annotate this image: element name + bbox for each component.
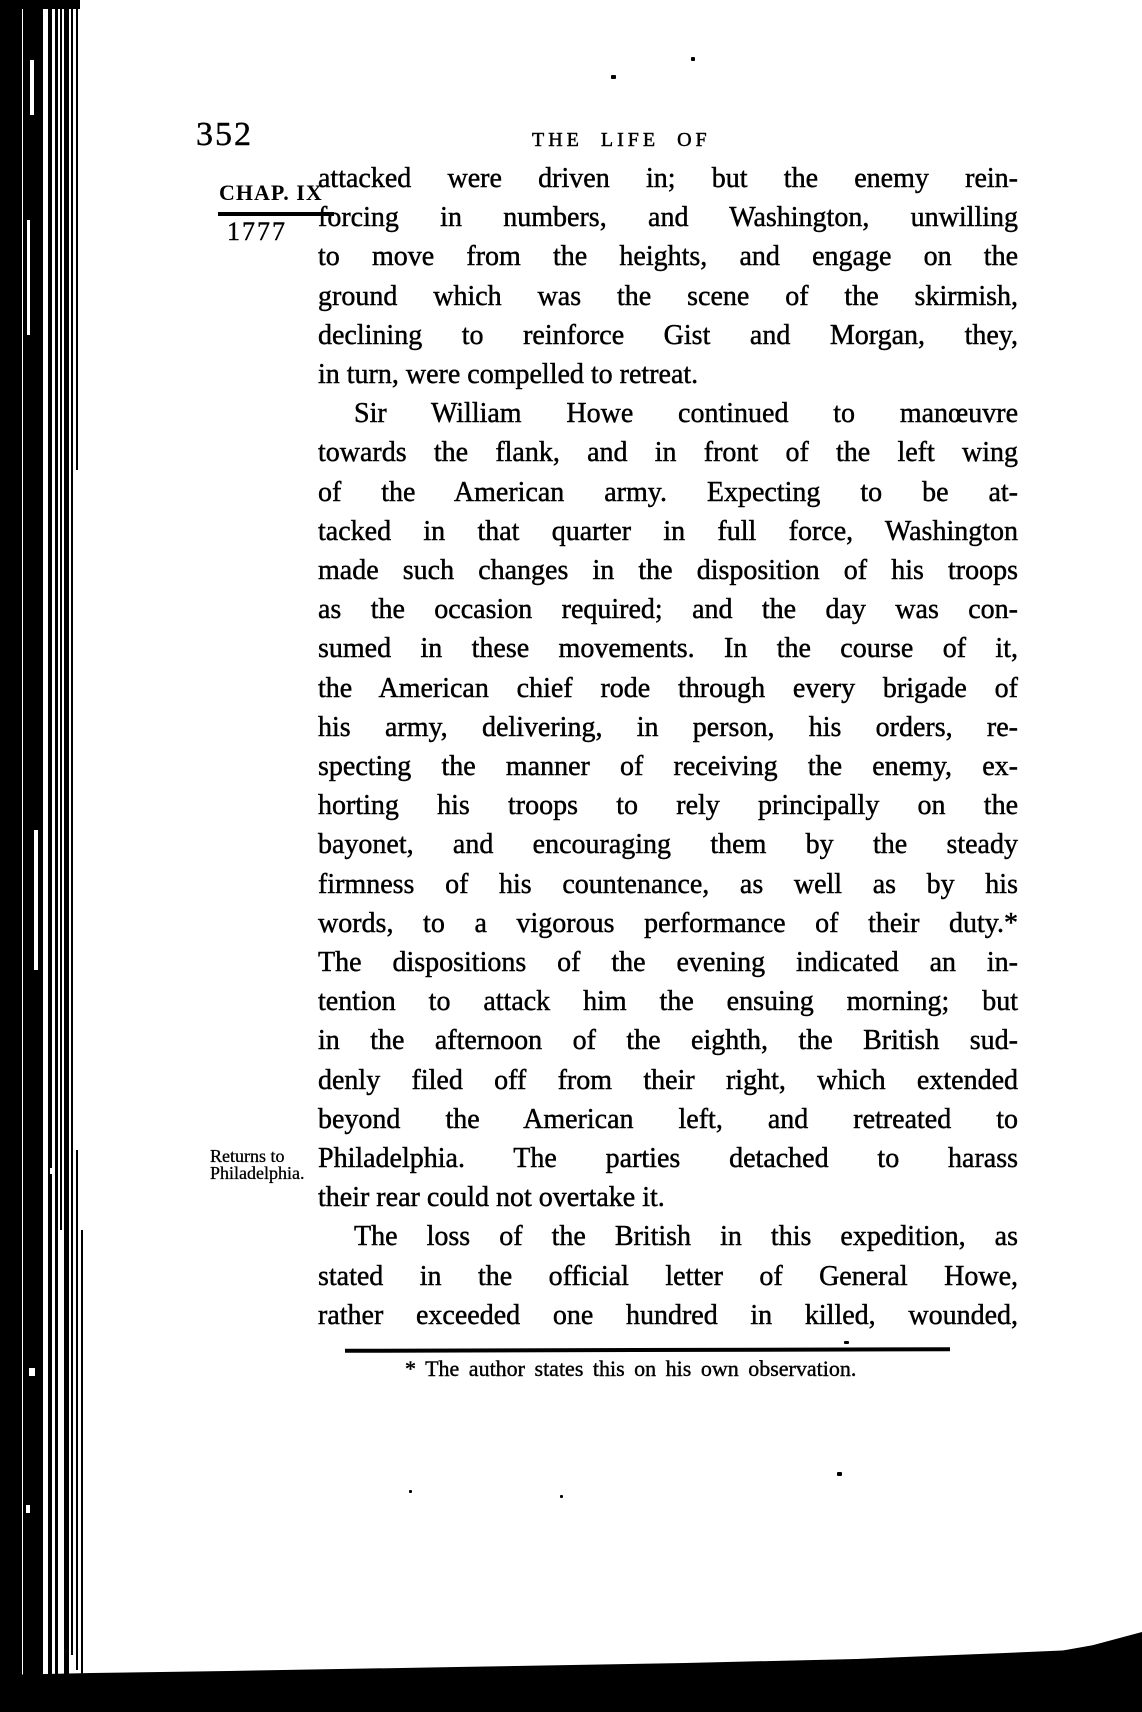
body-line: in turn, were compelled to retreat. (318, 359, 699, 391)
body-line: forcing in numbers, and Washington, unwilling (318, 202, 1018, 234)
body-line: denly filed off from their right, which extended (318, 1064, 1018, 1096)
body-line: the American chief rode through every brigade of (318, 672, 1018, 704)
chapter-margin-note: CHAP. IX (219, 180, 323, 205)
year-margin-note: 1777 (227, 217, 287, 246)
page-number: 352 (196, 116, 253, 153)
footnote-rule (345, 1347, 950, 1353)
body-line: The dispositions of the evening indicated an in- (318, 947, 1018, 979)
ink-speck (837, 1472, 842, 1476)
body-line: stated in the official letter of General Howe, (318, 1260, 1018, 1292)
ink-speck (844, 1341, 849, 1344)
ink-speck (611, 75, 616, 79)
running-header: THE LIFE OF (532, 129, 711, 151)
body-line: as the occasion required; and the day was con- (318, 594, 1018, 626)
footnote-text: * The author states this on his own observation. (405, 1356, 857, 1381)
body-line: rather exceeded one hundred in killed, wounded, (318, 1299, 1018, 1331)
chapter-rule (218, 212, 334, 216)
ink-speck (409, 1490, 412, 1493)
returns-margin-note-line1: Returns to (210, 1146, 285, 1166)
body-line: The loss of the British in this expedition, as (354, 1221, 1018, 1253)
body-line: declining to reinforce Gist and Morgan, they, (318, 319, 1018, 351)
ink-speck (560, 1495, 563, 1498)
returns-margin-note-line2: Philadelphia. (210, 1163, 305, 1183)
body-line: attacked were driven in; but the enemy rein- (318, 163, 1018, 194)
body-line: in the afternoon of the eighth, the British sud- (318, 1025, 1018, 1057)
body-line: specting the manner of receiving the enemy, ex- (318, 751, 1018, 783)
body-line: towards the flank, and in front of the left wing (318, 437, 1018, 469)
body-line: sumed in these movements. In the course of it, (318, 633, 1018, 665)
body-line: words, to a vigorous performance of their duty.* (318, 907, 1018, 939)
body-line: of the American army. Expecting to be at- (318, 476, 1018, 508)
body-line: beyond the American left, and retreated to (318, 1103, 1018, 1135)
body-line: ground which was the scene of the skirmish, (318, 280, 1018, 312)
body-text (318, 159, 1018, 1335)
body-line: Philadelphia. The parties detached to harass (318, 1143, 1018, 1175)
body-line: made such changes in the disposition of his troops (318, 555, 1018, 587)
body-line: bayonet, and encouraging them by the steady (318, 829, 1018, 861)
body-line: to move from the heights, and engage on the (318, 241, 1018, 273)
body-line: tention to attack him the ensuing morning; but (318, 986, 1018, 1018)
body-line: his army, delivering, in person, his orders, re- (318, 711, 1018, 743)
body-line: Sir William Howe continued to manœuvre (354, 398, 1018, 430)
ink-speck (691, 57, 695, 61)
returns-margin-note (210, 1148, 304, 1182)
bottom-scan-bar (0, 1645, 1142, 1712)
body-line: their rear could not overtake it. (318, 1182, 665, 1214)
body-line: firmness of his countenance, as well as by his (318, 868, 1018, 900)
body-line: tacked in that quarter in full force, Washington (318, 515, 1018, 547)
body-line: horting his troops to rely principally on the (318, 790, 1018, 822)
